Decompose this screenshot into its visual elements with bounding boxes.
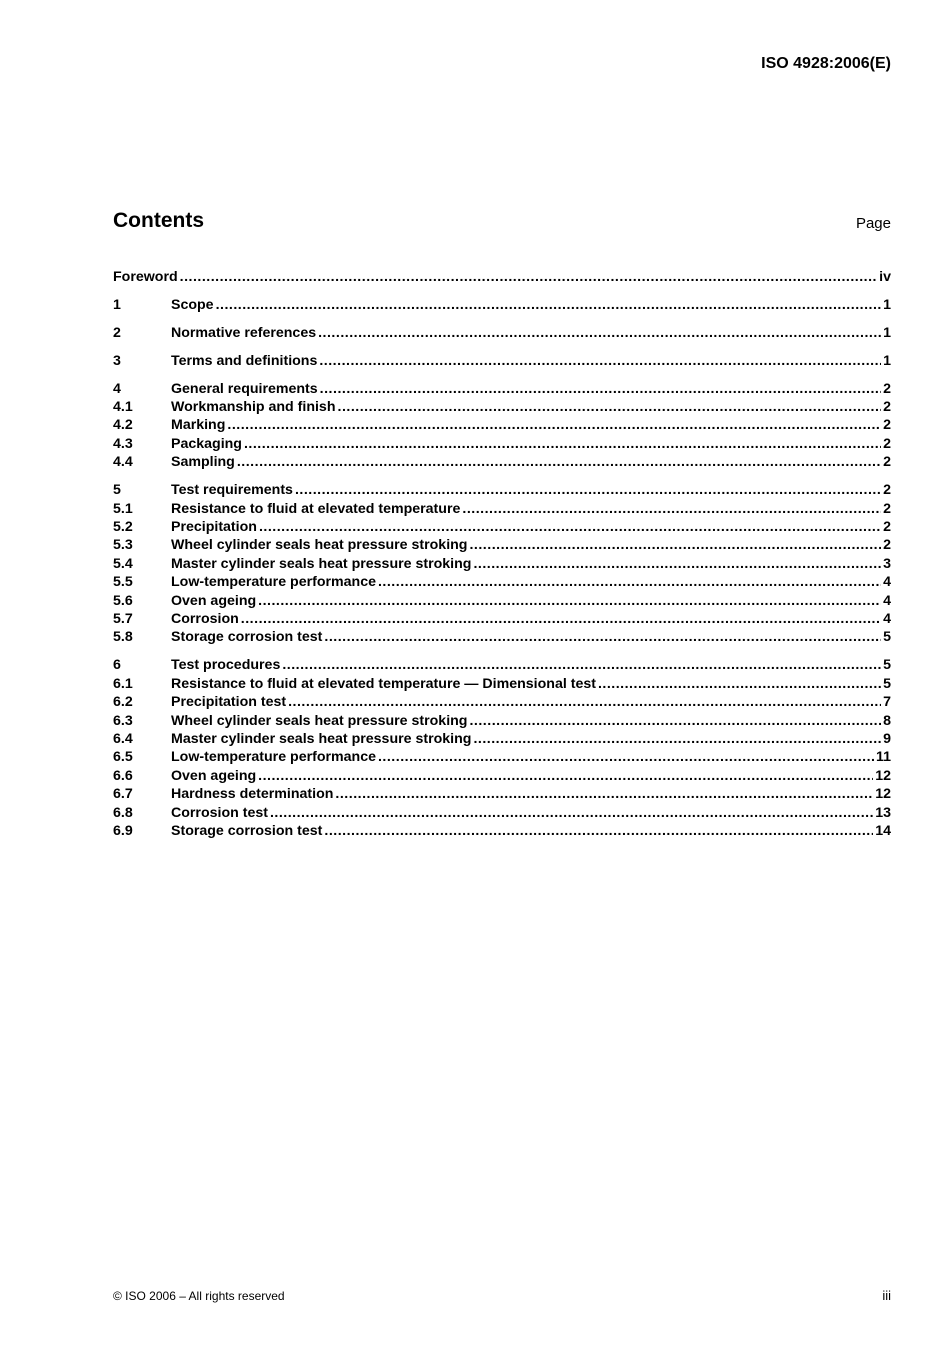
section-number: 6.9 [113, 822, 133, 839]
dot-leader [338, 398, 882, 416]
section-number: 5.5 [113, 574, 133, 591]
toc-entry[interactable] [113, 573, 891, 591]
document-id: ISO 4928:2006(E) [761, 55, 891, 72]
section-page-number[interactable]: 5 [883, 629, 891, 646]
section-page-number[interactable]: 14 [875, 822, 891, 839]
page-number: iii [882, 1288, 891, 1303]
section-title[interactable]: Scope [171, 296, 214, 313]
section-page-number[interactable]: 2 [883, 518, 891, 535]
toc-group [113, 296, 891, 314]
toc-group [113, 268, 891, 286]
section-number: 5.2 [113, 518, 133, 535]
dot-leader [282, 656, 881, 674]
section-number: 6 [113, 657, 121, 674]
dot-leader [259, 518, 881, 536]
section-title[interactable]: Low-temperature performance [171, 574, 376, 591]
section-title[interactable]: Master cylinder seals heat pressure stroking [171, 555, 472, 572]
dot-leader [473, 555, 881, 573]
toc-group [113, 324, 891, 342]
section-page-number[interactable]: 3 [883, 555, 891, 572]
section-title[interactable]: Wheel cylinder seals heat pressure stroking [171, 712, 468, 729]
toc-entry[interactable] [113, 592, 891, 610]
section-page-number[interactable]: 4 [883, 592, 891, 609]
section-number: 5.7 [113, 611, 133, 627]
section-number: 4.3 [113, 435, 133, 452]
section-title[interactable]: Packaging [171, 435, 242, 452]
toc-entry[interactable] [113, 518, 891, 536]
section-page-number[interactable]: 13 [875, 804, 891, 821]
dot-leader [270, 804, 873, 822]
section-title[interactable]: Oven ageing [171, 767, 257, 784]
section-page-number[interactable]: 1 [883, 324, 891, 341]
section-title[interactable]: Wheel cylinder seals heat pressure stroking [171, 537, 468, 554]
toc-entry[interactable] [113, 435, 891, 453]
section-number: 5.1 [113, 500, 133, 517]
toc-entry[interactable] [113, 712, 891, 730]
section-number: 3 [113, 352, 121, 369]
section-page-number[interactable]: 2 [883, 417, 891, 434]
section-number: 4.4 [113, 454, 133, 471]
dot-leader [258, 592, 881, 610]
toc-group [113, 352, 891, 370]
section-title[interactable]: Oven ageing [171, 592, 257, 609]
toc-entry[interactable] [113, 656, 891, 674]
dot-leader [378, 748, 874, 766]
section-title[interactable]: Precipitation [171, 518, 257, 535]
toc-entry[interactable] [113, 804, 891, 822]
dot-leader [258, 767, 873, 785]
toc-entry[interactable] [113, 398, 891, 416]
section-page-number[interactable]: 2 [883, 482, 891, 499]
section-page-number[interactable]: iv [879, 269, 891, 285]
section-title[interactable]: Corrosion test [171, 804, 268, 821]
dot-leader [324, 628, 881, 646]
section-title[interactable]: Test requirements [171, 482, 293, 499]
section-title[interactable]: Storage corrosion test [171, 629, 323, 646]
section-title[interactable]: Sampling [171, 454, 235, 471]
section-page-number[interactable]: 9 [883, 730, 891, 747]
table-of-contents [113, 268, 891, 850]
dot-leader [244, 435, 881, 453]
section-page-number[interactable]: 2 [883, 454, 891, 471]
dot-leader [216, 296, 882, 314]
section-page-number[interactable]: 4 [883, 574, 891, 591]
section-page-number[interactable]: 5 [883, 675, 891, 692]
dot-leader [180, 268, 878, 286]
section-page-number[interactable]: 5 [883, 657, 891, 674]
toc-entry[interactable] [113, 352, 891, 370]
toc-entry[interactable] [113, 767, 891, 785]
toc-entry[interactable] [113, 822, 891, 840]
section-number: 6.7 [113, 786, 133, 803]
dot-leader [237, 453, 881, 471]
section-title[interactable]: Test procedures [171, 657, 281, 674]
contents-heading: Contents [113, 209, 204, 232]
section-title[interactable]: Corrosion [171, 611, 239, 627]
toc-group [113, 380, 891, 472]
toc-group [113, 481, 891, 647]
toc-entry[interactable] [113, 481, 891, 499]
section-title[interactable]: Storage corrosion test [171, 822, 323, 839]
dot-leader [469, 536, 881, 554]
toc-entry[interactable] [113, 453, 891, 471]
dot-leader [462, 500, 881, 518]
section-page-number[interactable]: 8 [883, 712, 891, 729]
dot-leader [335, 785, 873, 803]
section-page-number[interactable]: 2 [883, 399, 891, 416]
section-title[interactable]: Workmanship and finish [171, 399, 336, 416]
section-title[interactable]: Hardness determination [171, 786, 334, 803]
section-page-number[interactable]: 2 [883, 500, 891, 517]
toc-entry[interactable] [113, 628, 891, 646]
toc-entry[interactable] [113, 296, 891, 314]
dot-leader [241, 610, 881, 628]
section-number: 1 [113, 296, 121, 313]
section-number: 6.2 [113, 694, 133, 711]
section-number: 6.6 [113, 767, 133, 784]
section-page-number[interactable]: 2 [883, 380, 891, 397]
section-number: 6.1 [113, 675, 133, 692]
section-number: 4.2 [113, 417, 133, 434]
dot-leader [288, 693, 881, 711]
section-number: 5 [113, 482, 121, 499]
dot-leader [469, 712, 881, 730]
dot-leader [378, 573, 881, 591]
dot-leader [598, 675, 881, 693]
section-title[interactable]: Terms and definitions [171, 352, 318, 369]
toc-entry[interactable] [113, 536, 891, 554]
toc-entry[interactable] [113, 555, 891, 573]
section-title[interactable]: Precipitation test [171, 694, 287, 711]
section-title[interactable]: Marking [171, 417, 226, 434]
dot-leader [318, 324, 881, 342]
dot-leader [319, 352, 881, 370]
toc-entry[interactable] [113, 675, 891, 693]
toc-entry[interactable] [113, 416, 891, 434]
dot-leader [473, 730, 881, 748]
section-number: 6.4 [113, 730, 133, 747]
dot-leader [227, 416, 881, 434]
section-page-number[interactable]: 12 [875, 767, 891, 784]
toc-entry[interactable] [113, 268, 891, 286]
section-number: 6.5 [113, 749, 133, 766]
dot-leader [324, 822, 873, 840]
section-title[interactable]: General requirements [171, 380, 318, 397]
section-number: 4 [113, 380, 121, 397]
toc-group [113, 656, 891, 840]
section-title[interactable]: Resistance to fluid at elevated temperature [171, 500, 461, 517]
section-number: 5.6 [113, 592, 133, 609]
toc-entry[interactable] [113, 730, 891, 748]
toc-entry[interactable] [113, 324, 891, 342]
section-number: 6.3 [113, 712, 133, 729]
dot-leader [295, 481, 881, 499]
section-title[interactable]: Master cylinder seals heat pressure stroking [171, 730, 472, 747]
copyright-notice: © ISO 2006 – All rights reserved [113, 1289, 285, 1303]
toc-entry[interactable] [113, 785, 891, 803]
toc-entry[interactable] [113, 380, 891, 398]
section-page-number[interactable]: 12 [875, 786, 891, 803]
section-number: 5.8 [113, 629, 133, 646]
section-number: 5.4 [113, 555, 133, 572]
toc-entry[interactable] [113, 500, 891, 518]
section-page-number[interactable]: 11 [876, 749, 891, 766]
section-number: 4.1 [113, 399, 133, 416]
section-title[interactable]: Low-temperature performance [171, 749, 376, 766]
section-number: 2 [113, 324, 121, 341]
section-page-number[interactable]: 2 [883, 537, 891, 554]
section-number: 6.8 [113, 804, 133, 821]
section-title[interactable]: Foreword [113, 269, 178, 285]
section-page-number[interactable]: 7 [883, 694, 891, 711]
section-page-number[interactable]: 2 [883, 435, 891, 452]
toc-entry[interactable] [113, 748, 891, 766]
section-page-number[interactable]: 1 [883, 296, 891, 313]
section-title[interactable]: Resistance to fluid at elevated temperature — Dimensional test [171, 675, 596, 692]
section-page-number[interactable]: 1 [883, 352, 891, 369]
section-title[interactable]: Normative references [171, 324, 317, 341]
section-page-number[interactable]: 4 [883, 611, 891, 627]
toc-entry[interactable] [113, 693, 891, 711]
dot-leader [320, 380, 881, 398]
section-number: 5.3 [113, 537, 133, 554]
page-column-label: Page [855, 215, 891, 232]
toc-entry[interactable] [113, 610, 891, 628]
